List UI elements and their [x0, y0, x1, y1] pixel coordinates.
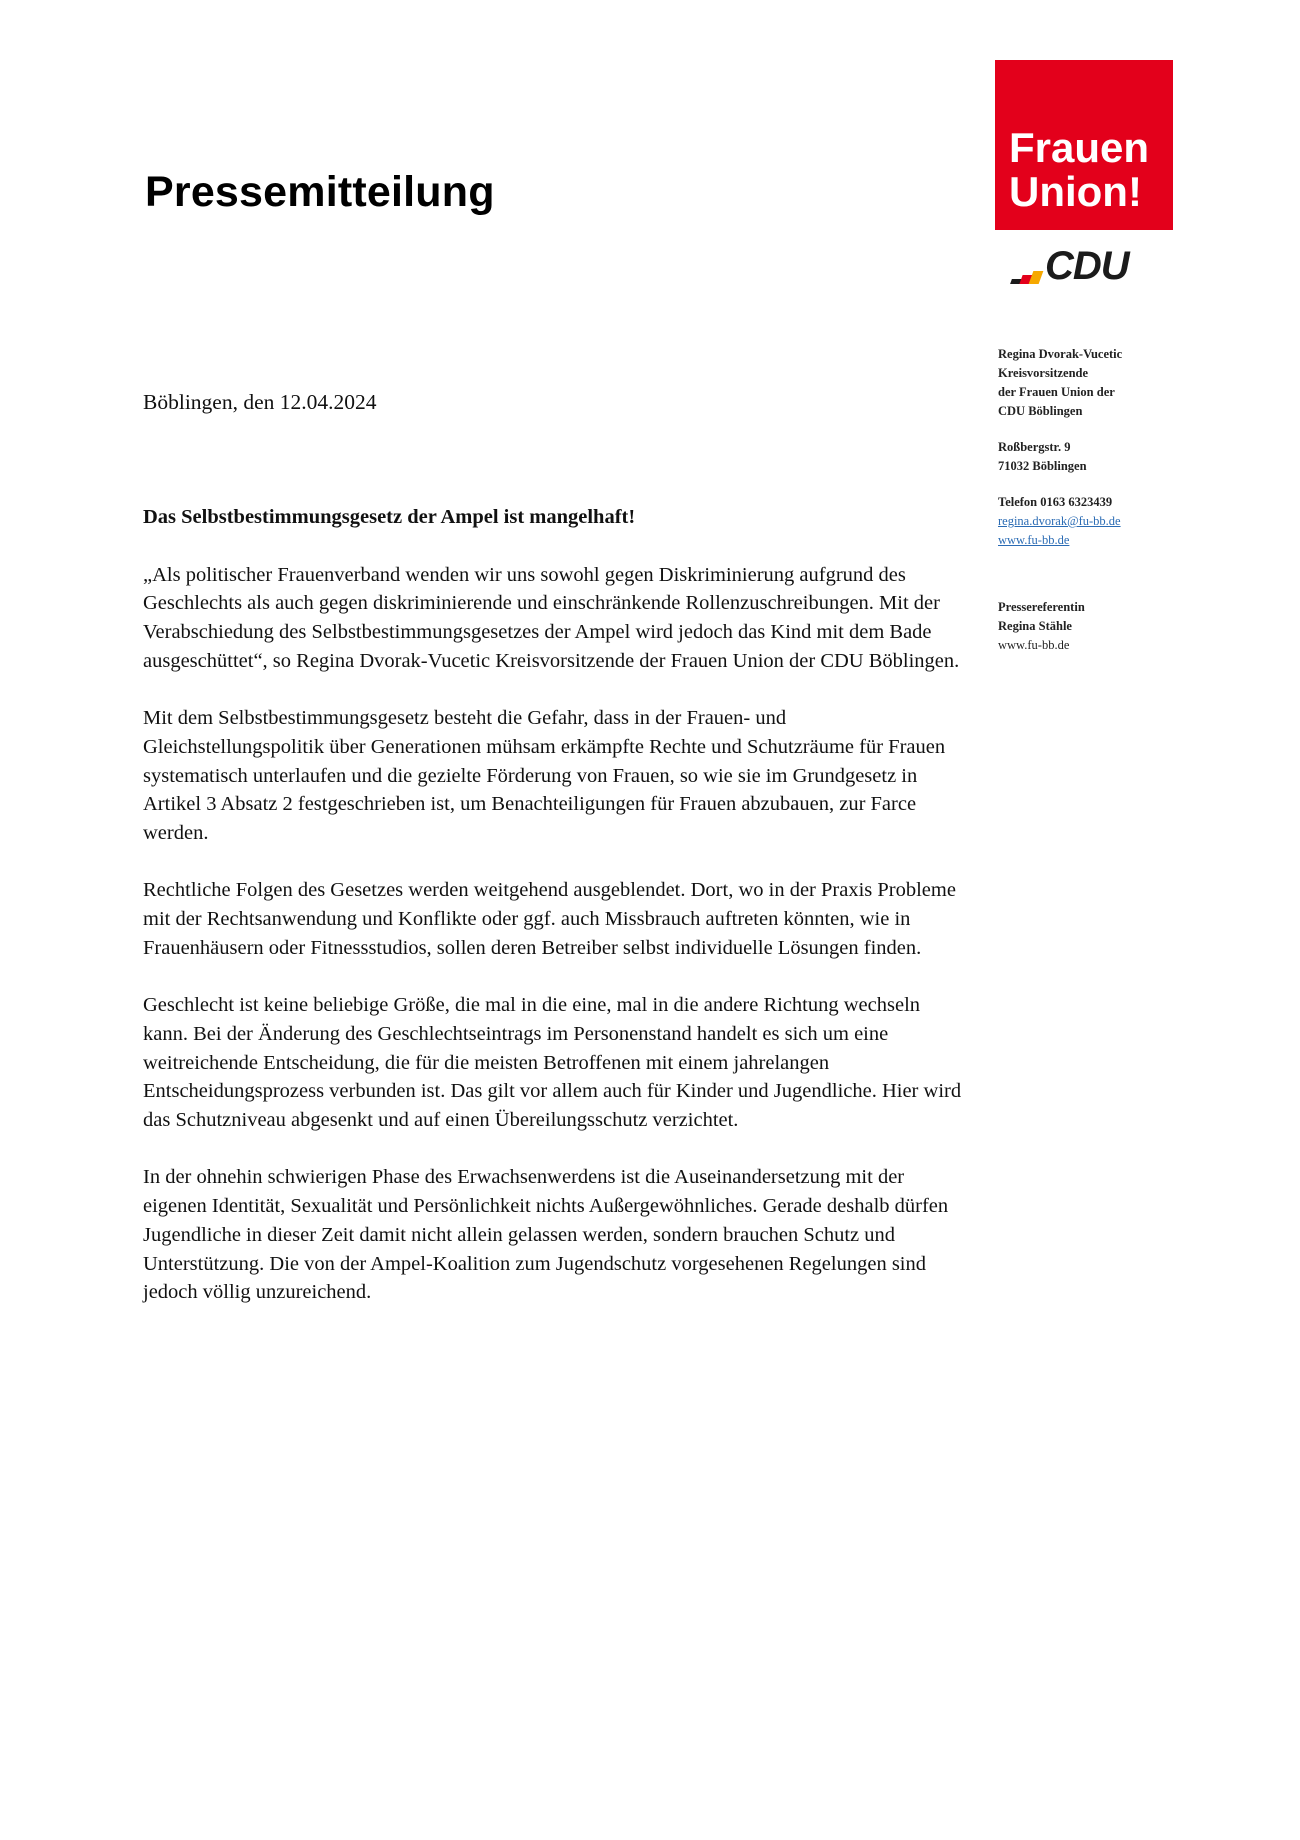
press-name: Regina Stähle [998, 619, 1072, 633]
cdu-wordmark: CDU [1045, 244, 1129, 288]
sender-role-line: CDU Böblingen [998, 404, 1083, 418]
paragraph: In der ohnehin schwierigen Phase des Erwachsenwerdens ist die Auseinandersetzung mit der eigenen Identität, Sexualität und Persönlichkeit nichts Außergewöhnliches. Gerade deshalb dürfen Jugendliche in dieser Zeit damit nicht allein gelassen werden, sondern brauchen Schutz und Unterstützung. Die von der Ampel-Koalition zum Jugendschutz vorgesehenen Regelungen sind jedoch völlig unzureichend. [143, 1166, 949, 1304]
paragraph: Geschlecht ist keine beliebige Größe, die mal in die eine, mal in die andere Richtung wechseln kann. Bei der Änderung des Geschlechtseintrags im Personenstand handelt es sich um eine weitreichende Entscheidung, die für die meisten Betroffenen mit einem jahrelangen Entscheidungsprozess verbunden ist. Das gilt vor allem auch für Kinder und Jugendliche. Hier wird das Schutzniveau abgesenkt und auf einen Übereilungsschutz verzichtet. [143, 994, 962, 1132]
city: 71032 Böblingen [998, 459, 1087, 473]
email-link[interactable]: regina.dvorak@fu-bb.de [998, 514, 1121, 528]
website-link[interactable]: www.fu-bb.de [998, 533, 1070, 547]
phone: Telefon 0163 6323439 [998, 495, 1113, 509]
street: Roßbergstr. 9 [998, 440, 1071, 454]
cdu-bars-icon [1011, 272, 1043, 284]
paragraph: „Als politischer Frauenverband wenden wir uns sowohl gegen Diskriminierung aufgrund des Geschlechts als auch gegen diskriminierende und einschränkende Rollenzuschreibungen. Mit der Verabschiedung des Selbstbestimmungsgesetzes der Ampel wird jedoch das Kind mit dem Bade ausgeschüttet“, so Regina Dvorak-Vucetic Kreisvorsitzende der Frauen Union der CDU Böblingen. [143, 563, 960, 672]
page-title: Pressemitteilung [145, 168, 495, 216]
logo-line-2: Union! [1009, 168, 1142, 215]
sender-role-line: der Frauen Union der [998, 385, 1115, 399]
logo-line-1: Frauen [1009, 124, 1150, 171]
frauen-union-cdu-logo [995, 60, 1173, 294]
press-role: Pressereferentin [998, 600, 1085, 614]
contact-sidebar [998, 345, 1193, 672]
sender-block [998, 345, 1193, 421]
place-date: Böblingen, den 12.04.2024 [143, 390, 377, 414]
press-website: www.fu-bb.de [998, 638, 1070, 652]
address-block [998, 438, 1193, 476]
headline: Das Selbstbestimmungsgesetz der Ampel ist mangelhaft! [143, 506, 636, 528]
press-contact-block [998, 598, 1193, 655]
frauen-union-logo-box [995, 60, 1173, 230]
sender-name: Regina Dvorak-Vucetic [998, 347, 1123, 361]
sender-role-line: Kreisvorsitzende [998, 366, 1089, 380]
contact-block [998, 493, 1193, 550]
paragraph: Mit dem Selbstbestimmungsgesetz besteht die Gefahr, dass in der Frauen- und Gleichstellungspolitik über Generationen mühsam erkämpfte Rechte und Schutzräume für Frauen systematisch unterlaufen und die gezielte Förderung von Frauen, so wie sie im Grundgesetz in Artikel 3 Absatz 2 festgeschrieben ist, um Benachteiligungen für Frauen abzubauen, zur Farce werden. [143, 707, 946, 845]
cdu-logo [995, 244, 1173, 294]
paragraph: Rechtliche Folgen des Gesetzes werden weitgehend ausgeblendet. Dort, wo in der Praxis Probleme mit der Rechtsanwendung und Konflikte oder ggf. auch Missbrauch auftreten könnten, wie in Frauenhäusern oder Fitnessstudios, sollen deren Betreiber selbst individuelle Lösungen finden. [143, 879, 956, 959]
press-release-body [143, 503, 963, 1336]
